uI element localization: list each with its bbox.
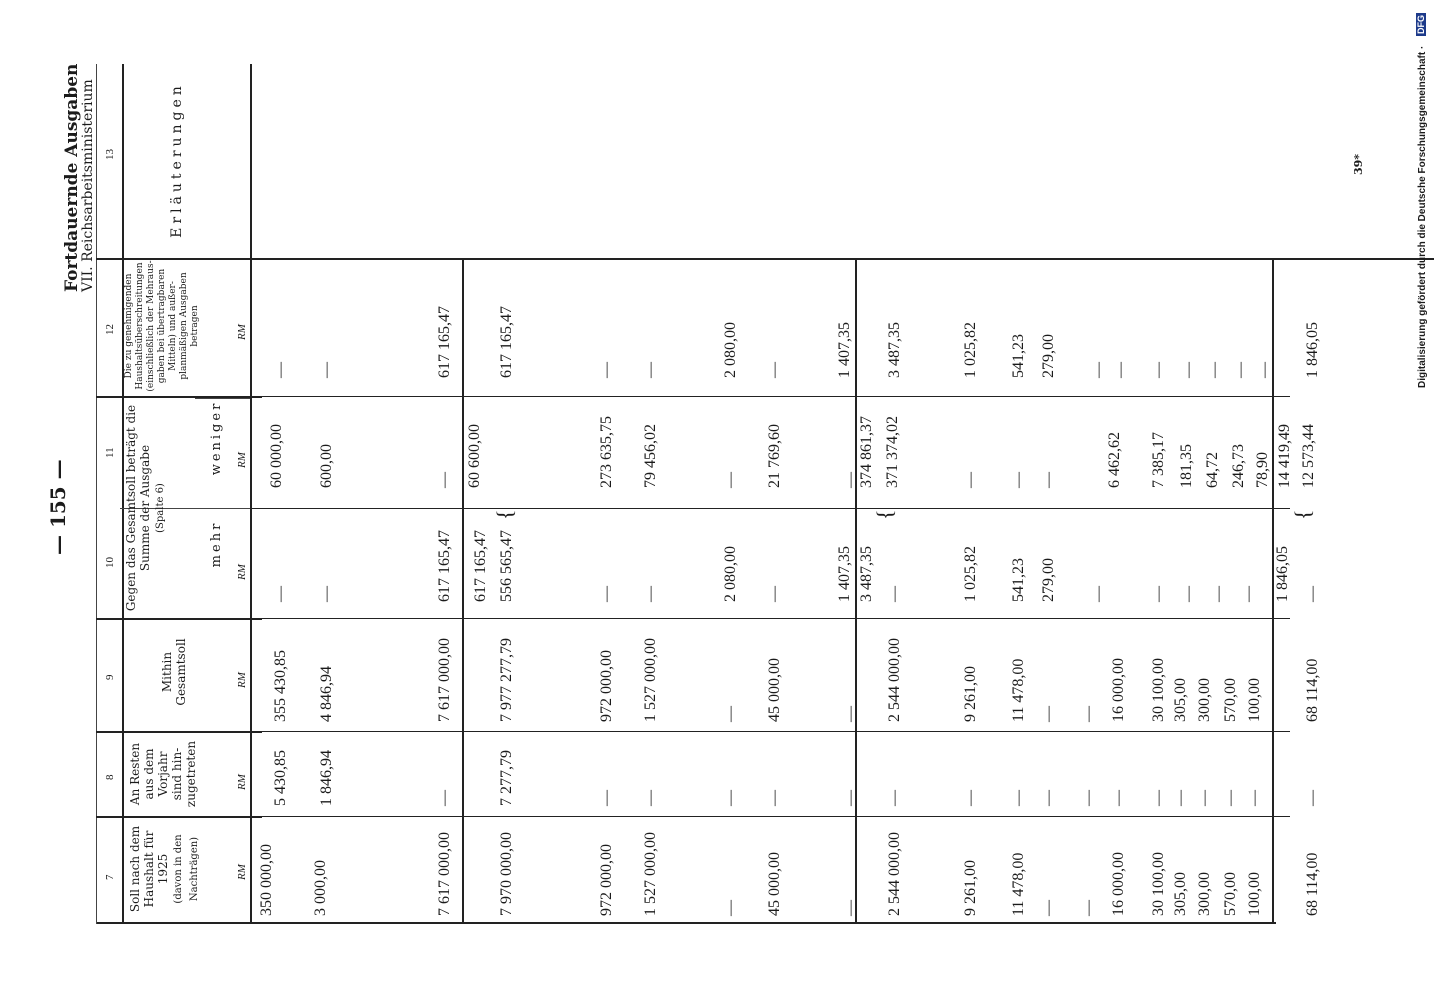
table-cell-c8: — — [1304, 790, 1321, 806]
table-cell-c9: 355 430,85 — [272, 650, 289, 722]
table-cell-c9: 11 478,00 — [1010, 658, 1027, 722]
table-cell-c11: 374 861,37 — [858, 416, 875, 488]
table-cell-c7: 305,00 — [1172, 872, 1189, 916]
table-cell-c10: — — [318, 586, 335, 602]
table-cell-c9: 9 261,00 — [962, 666, 979, 722]
table-cell-c10: 556 565,47 — [498, 530, 515, 602]
table-cell-c10: 2 080,00 — [722, 546, 739, 602]
page-title: Fortdauernde Ausgaben — [62, 63, 82, 292]
table-cell-c8: 1 846,94 — [318, 750, 335, 806]
table-cell-c7: 68 114,00 — [1304, 852, 1321, 916]
table-cell-c7: — — [842, 900, 859, 916]
colnum-8: 8 — [104, 774, 116, 780]
table-cell-c9: — — [1080, 706, 1097, 722]
colnum-rule — [96, 64, 97, 924]
header-c8: An Resten aus dem Vorjahr sind hin-zugetreten — [128, 740, 198, 808]
table-cell-c7: 100,00 — [1246, 872, 1263, 916]
table-cell-c9: 1 527 000,00 — [642, 638, 659, 722]
table-cell-c11: 246,73 — [1230, 444, 1247, 488]
table-cell-c7: — — [1080, 900, 1097, 916]
unit-c7: RM — [236, 864, 248, 880]
table-cell-c7: 11 478,00 — [1010, 852, 1027, 916]
header-c7: Soll nach dem Haushalt für 1925 (davon in den Nachträgen) — [128, 825, 200, 913]
header-c10: mehr — [209, 520, 224, 568]
table-cell-c12: 1 025,82 — [962, 322, 979, 378]
colnum-10: 10 — [104, 557, 116, 568]
table-cell-c12: 541,23 — [1010, 334, 1027, 378]
table-cell-c10: 617 165,47 — [436, 530, 453, 602]
table-cell-c7: 16 000,00 — [1110, 852, 1127, 916]
unit-c11: RM — [236, 452, 248, 468]
table-cell-c12: — — [598, 362, 615, 378]
table-cell-c8: — — [1172, 790, 1189, 806]
unit-c9: RM — [236, 672, 248, 688]
table-cell-c10: — — [1150, 586, 1167, 602]
page-subtitle: VII. Reichsarbeitsministerium — [80, 79, 96, 292]
table-cell-c8: — — [886, 790, 903, 806]
funding-note: Digitalisierung gefördert durch die Deutsche Forschungsgemeinschaft · — [1417, 45, 1428, 388]
group-rule-1 — [462, 258, 464, 924]
table-cell-c7: 570,00 — [1222, 872, 1239, 916]
table-cell-c12: — — [766, 362, 783, 378]
header-c11: weniger — [209, 400, 224, 476]
table-cell-c12: — — [1180, 362, 1197, 378]
body-sep-9-10 — [250, 618, 1290, 619]
table-cell-c8: — — [436, 790, 453, 806]
table-bottom-rule — [96, 922, 1276, 924]
table-cell-c12: — — [1112, 362, 1129, 378]
table-cell-c10: 1 846,05 — [1274, 546, 1291, 602]
table-cell-c7: 350 000,00 — [258, 844, 275, 916]
table-cell-c11: — — [962, 472, 979, 488]
table-cell-c9: 30 100,00 — [1150, 658, 1167, 722]
header-body-rule — [250, 64, 252, 924]
table-cell-c8: 5 430,85 — [272, 750, 289, 806]
table-cell-c8: — — [1080, 790, 1097, 806]
table-cell-c7: 3 000,00 — [312, 860, 329, 916]
table-cell-c12: — — [1256, 362, 1273, 378]
signature-mark: 39* — [1352, 153, 1365, 175]
table-cell-c8: — — [962, 790, 979, 806]
table-cell-c12: — — [1090, 362, 1107, 378]
table-cell-c10: — — [642, 586, 659, 602]
table-cell-c11: 21 769,60 — [766, 424, 783, 488]
brace-mark: { — [872, 509, 897, 520]
table-cell-c8: — — [598, 790, 615, 806]
table-cell-c10: 3 487,35 — [858, 546, 875, 602]
table-cell-c11: — — [722, 472, 739, 488]
table-cell-c9: — — [842, 706, 859, 722]
table-cell-c8: — — [1110, 790, 1127, 806]
table-cell-c7: 30 100,00 — [1150, 852, 1167, 916]
colnum-13: 13 — [104, 149, 116, 160]
body-sep-7-8 — [250, 816, 1290, 817]
table-cell-c7: 300,00 — [1196, 872, 1213, 916]
table-cell-c11: — — [842, 472, 859, 488]
table-cell-c9: — — [1040, 706, 1057, 722]
table-cell-c9: 7 617 000,00 — [436, 638, 453, 722]
table-cell-c11: — — [436, 472, 453, 488]
table-cell-c10: 279,00 — [1040, 558, 1057, 602]
unit-c12: RM — [236, 324, 248, 340]
table-cell-c11: 12 573,44 — [1300, 424, 1317, 488]
table-cell-c12: 617 165,47 — [436, 306, 453, 378]
table-cell-c9: 305,00 — [1172, 678, 1189, 722]
table-cell-c7: — — [1040, 900, 1057, 916]
header-c10-11: Gegen das Gesamtsoll beträgt die Summe der Ausgabe (Spalte 6) — [124, 404, 166, 612]
table-cell-c11: 14 419,49 — [1276, 424, 1293, 488]
table-cell-c7: 45 000,00 — [766, 852, 783, 916]
body-sep-10-11 — [250, 508, 1290, 509]
table-cell-c10: — — [1210, 586, 1227, 602]
table-cell-c7: — — [722, 900, 739, 916]
colnum-7: 7 — [104, 874, 116, 880]
table-cell-c11: 60 000,00 — [268, 424, 285, 488]
table-cell-c8: — — [1246, 790, 1263, 806]
colnum-11: 11 — [104, 447, 116, 458]
table-cell-c11: 78,90 — [1254, 452, 1271, 488]
table-cell-c9: 2 544 000,00 — [886, 638, 903, 722]
table-cell-c7: 972 000,00 — [598, 844, 615, 916]
table-cell-c12: 3 487,35 — [886, 322, 903, 378]
table-cell-c11: 60 600,00 — [466, 424, 483, 488]
table-cell-c11: 371 374,02 — [884, 416, 901, 488]
table-cell-c12: — — [318, 362, 335, 378]
table-cell-c11: 181,35 — [1178, 444, 1195, 488]
table-cell-c11: 64,72 — [1204, 452, 1221, 488]
table-cell-c8: 7 277,79 — [498, 750, 515, 806]
table-cell-c11: 7 385,17 — [1150, 432, 1167, 488]
table-cell-c10: — — [1240, 586, 1257, 602]
table-cell-c8: — — [1222, 790, 1239, 806]
table-cell-c9: 68 114,00 — [1304, 658, 1321, 722]
table-cell-c10: — — [1304, 586, 1321, 602]
table-cell-c12: 279,00 — [1040, 334, 1057, 378]
dfg-logo: DFG — [1416, 15, 1426, 34]
table-cell-c10: 1 407,35 — [836, 546, 853, 602]
header-c9: Mithin Gesamtsoll — [160, 638, 188, 706]
unit-c8: RM — [236, 774, 248, 790]
sep-9-10 — [96, 618, 262, 620]
table-cell-c10: — — [886, 586, 903, 602]
table-cell-c12: 1 407,35 — [836, 322, 853, 378]
header-c12: Die zu genehmigenden Haushaltsüberschreitungen (einschließlich der Mehraus-gaben bei übertragbaren Mitteln) und außer-planmäßigen Ausgaben betragen — [124, 260, 200, 392]
table-cell-c9: — — [722, 706, 739, 722]
table-cell-c10: 541,23 — [1010, 558, 1027, 602]
table-cell-c8: — — [1196, 790, 1213, 806]
table-cell-c8: — — [1040, 790, 1057, 806]
table-cell-c8: — — [1150, 790, 1167, 806]
table-cell-c12: — — [272, 362, 289, 378]
table-cell-c10: — — [1090, 586, 1107, 602]
brace-mark: { — [492, 509, 517, 520]
table-cell-c11: — — [1040, 472, 1057, 488]
table-cell-c11: — — [1010, 472, 1027, 488]
table-cell-c9: 570,00 — [1222, 678, 1239, 722]
group-rule-2 — [855, 258, 857, 924]
unit-c10: RM — [236, 564, 248, 580]
table-cell-c11: 6 462,62 — [1106, 432, 1123, 488]
table-cell-c7: 7 617 000,00 — [436, 832, 453, 916]
table-cell-c11: 79 456,02 — [642, 424, 659, 488]
table-cell-c10: 1 025,82 — [962, 546, 979, 602]
table-cell-c9: 16 000,00 — [1110, 658, 1127, 722]
table-cell-c7: 1 527 000,00 — [642, 832, 659, 916]
table-cell-c9: 7 977 277,79 — [498, 638, 515, 722]
table-cell-c7: 7 970 000,00 — [498, 832, 515, 916]
table-cell-c10: — — [766, 586, 783, 602]
table-cell-c9: 4 846,94 — [318, 666, 335, 722]
table-cell-c12: 1 846,05 — [1304, 322, 1321, 378]
table-cell-c12: 2 080,00 — [722, 322, 739, 378]
table-cell-c8: — — [842, 790, 859, 806]
table-cell-c9: 100,00 — [1246, 678, 1263, 722]
colnum-9: 9 — [104, 674, 116, 680]
table-cell-c12: — — [642, 362, 659, 378]
table-cell-c10: — — [598, 586, 615, 602]
brace-mark: { — [1290, 509, 1315, 520]
table-cell-c9: 300,00 — [1196, 678, 1213, 722]
table-cell-c12: — — [1206, 362, 1223, 378]
table-cell-c12: 617 165,47 — [498, 306, 515, 378]
table-cell-c10: — — [1180, 586, 1197, 602]
header-c13: Erläuterungen — [169, 82, 185, 238]
sep-12-13 — [96, 258, 1434, 260]
table-cell-c7: 9 261,00 — [962, 860, 979, 916]
table-cell-c7: 2 544 000,00 — [886, 832, 903, 916]
table-cell-c9: 45 000,00 — [766, 658, 783, 722]
table-cell-c11: 600,00 — [318, 444, 335, 488]
table-cell-c12: — — [1232, 362, 1249, 378]
table-cell-c10: — — [272, 586, 289, 602]
page-number: — 155 — — [46, 459, 70, 555]
table-cell-c8: — — [1010, 790, 1027, 806]
table-cell-c10: 617 165,47 — [472, 530, 489, 602]
table-cell-c11: 273 635,75 — [598, 416, 615, 488]
colnum-12: 12 — [104, 324, 116, 335]
sep-7-8 — [96, 816, 262, 818]
table-cell-c9: 972 000,00 — [598, 650, 615, 722]
table-cell-c8: — — [766, 790, 783, 806]
table-cell-c12: — — [1150, 362, 1167, 378]
body-sep-8-9 — [250, 731, 1290, 732]
body-sep-11-12 — [250, 396, 1290, 397]
sep-8-9 — [96, 731, 262, 733]
table-cell-c8: — — [722, 790, 739, 806]
table-cell-c8: — — [642, 790, 659, 806]
